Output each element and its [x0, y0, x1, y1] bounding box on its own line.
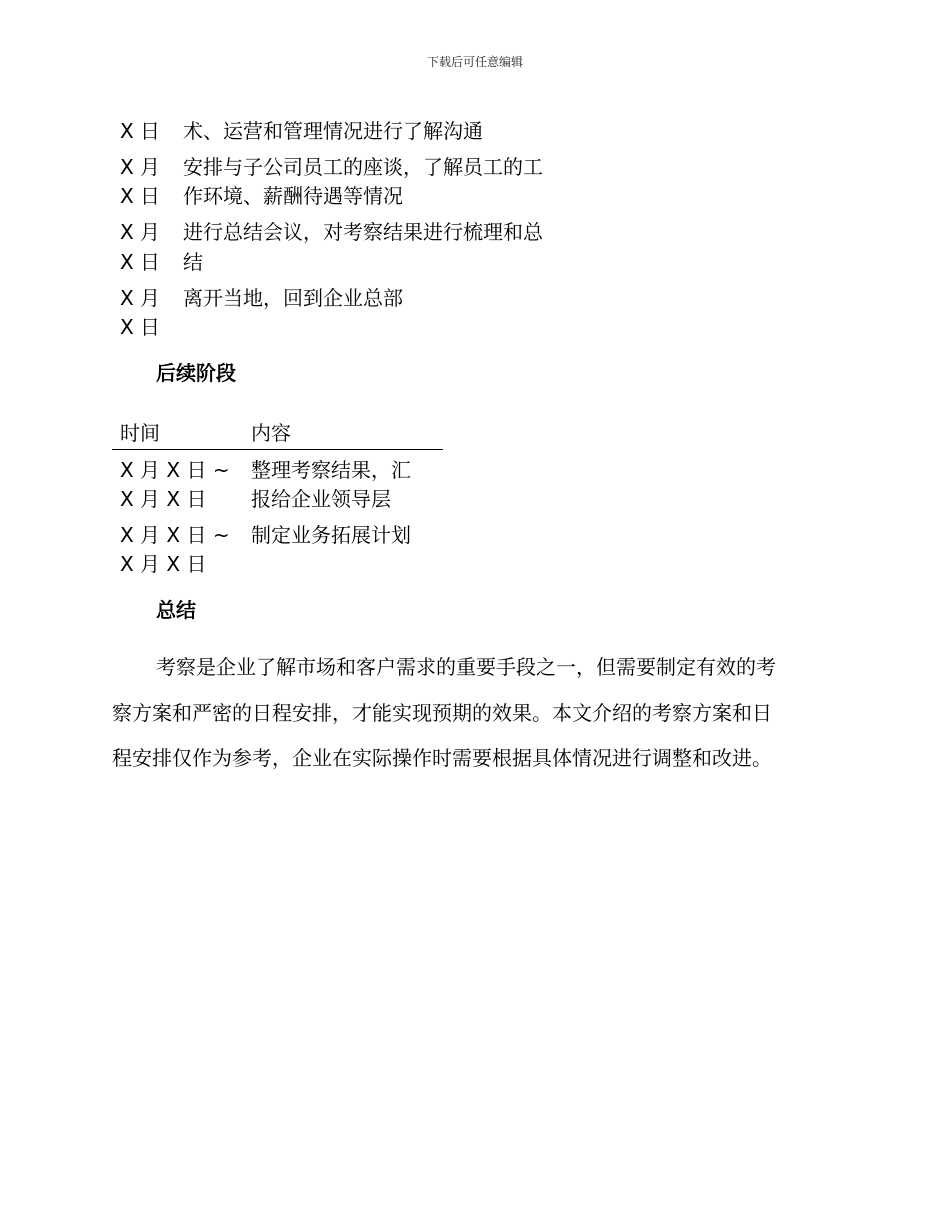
summary-line-2: 程安排仅作为参考，企业在实际操作时需要根据具体情况进行调整和改进。: [112, 746, 772, 770]
schedule-row-3-date-line2: X 日: [120, 315, 161, 339]
schedule-row-1-content-line2: 作环境、薪酬待遇等情况: [183, 184, 403, 208]
section-heading-follow-up: 后续阶段: [156, 361, 236, 385]
follow-up-row-1-time-line2: X 月 X 日: [120, 552, 207, 576]
schedule-row-1-date-line2: X 日: [120, 184, 161, 208]
schedule-row-0-content: 术、运营和管理情况进行了解沟通: [183, 119, 483, 143]
follow-up-row-0-content-line2: 报给企业领导层: [251, 487, 391, 511]
schedule-row-3-date-line1: X 月: [120, 286, 161, 310]
table-header-content: 内容: [251, 421, 291, 445]
summary-line-0: 考察是企业了解市场和客户需求的重要手段之一，但需要制定有效的考: [156, 655, 776, 679]
schedule-row-2-content-line1: 进行总结会议，对考察结果进行梳理和总: [183, 220, 543, 244]
section-heading-summary: 总结: [156, 598, 196, 622]
follow-up-row-1-content-line1: 制定业务拓展计划: [251, 523, 411, 547]
schedule-row-2-content-line2: 结: [183, 250, 203, 274]
follow-up-row-0-time-line2: X 月 X 日: [120, 487, 207, 511]
follow-up-row-1-time-line1: X 月 X 日 ~: [120, 523, 230, 547]
follow-up-row-0-time-line1: X 月 X 日 ~: [120, 458, 230, 482]
schedule-row-1-content-line1: 安排与子公司员工的座谈，了解员工的工: [183, 155, 543, 179]
table-header-time: 时间: [120, 421, 160, 445]
schedule-row-2-date-line2: X 日: [120, 250, 161, 274]
table-header-rule: [112, 449, 443, 450]
schedule-row-3-content-line1: 离开当地，回到企业总部: [183, 286, 403, 310]
follow-up-row-0-content-line1: 整理考察结果，汇: [251, 458, 411, 482]
schedule-row-1-date-line1: X 月: [120, 155, 161, 179]
summary-line-1: 察方案和严密的日程安排，才能实现预期的效果。本文介绍的考察方案和日: [112, 701, 772, 725]
schedule-row-2-date-line1: X 月: [120, 220, 161, 244]
page-header-note: 下载后可任意编辑: [426, 55, 523, 69]
schedule-row-0-date: X 日: [120, 119, 161, 143]
